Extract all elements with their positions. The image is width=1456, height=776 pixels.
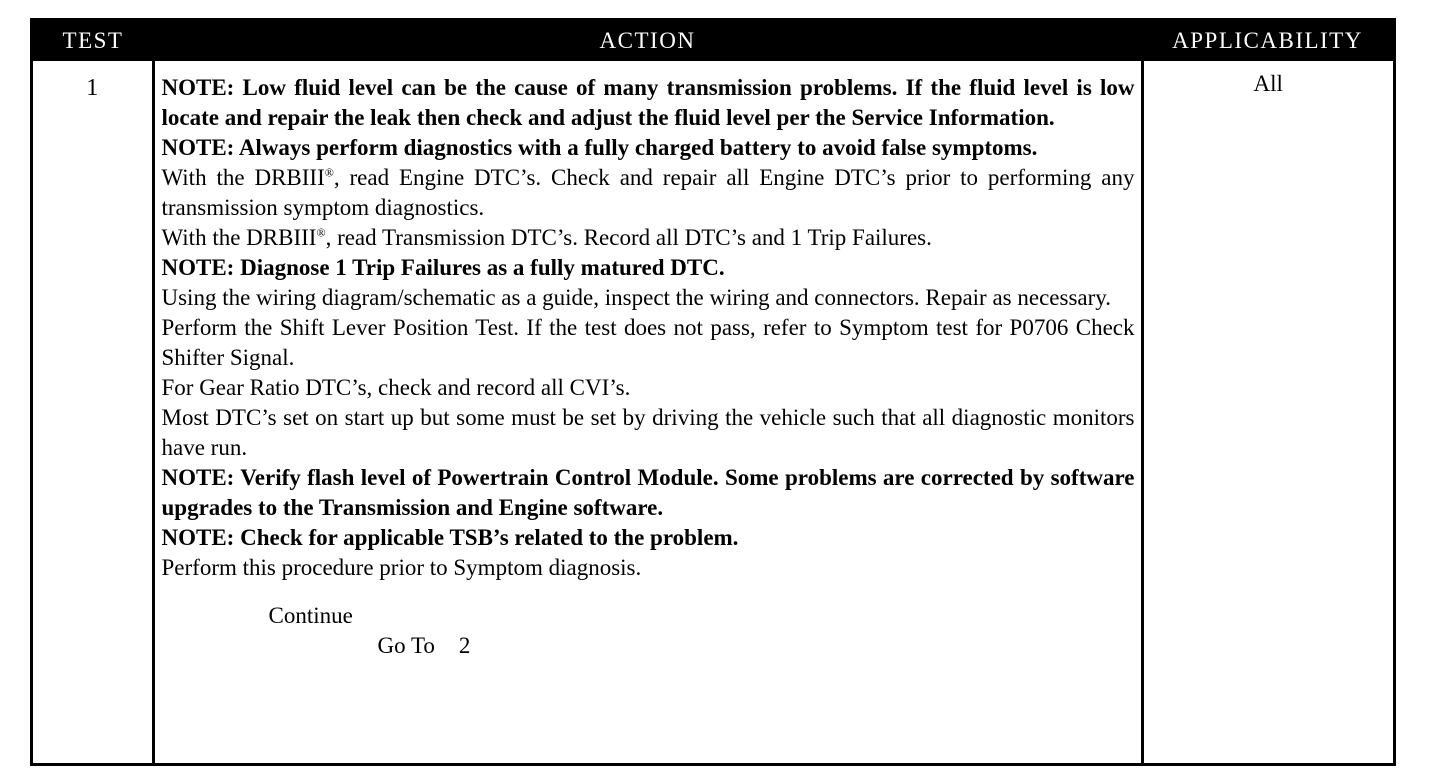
step-perform-procedure: Perform this procedure prior to Symptom diagnosis. (161, 555, 642, 580)
table-row (33, 61, 1393, 763)
table-header-row (33, 21, 1393, 61)
step-text: , read Engine DTC’s. Check and repair all Engine DTC’s prior to performing any transmission symptom diagnostics. (161, 165, 1135, 220)
step-inspect-wiring: Using the wiring diagram/schematic as a guide, inspect the wiring and connectors. Repair as necessary. (161, 285, 1112, 310)
step-text: , read Transmission DTC’s. Record all DTC’s and 1 Trip Failures. (325, 225, 932, 250)
note-low-fluid: NOTE: Low fluid level can be the cause of many transmission problems. If the fluid level is low locate and repair the leak then check and adjust the fluid level per the Service Information. (161, 75, 1135, 130)
step-gear-ratio: For Gear Ratio DTC’s, check and record all CVI’s. (161, 375, 631, 400)
test-table (33, 21, 1393, 763)
step-text: With the DRBIII (161, 225, 317, 250)
diagnostic-test-table (30, 18, 1396, 766)
step-dtc-set: Most DTC’s set on start up but some must be set by driving the vehicle such that all diagnostic monitors have run. (161, 405, 1135, 460)
registered-mark: ® (324, 165, 334, 180)
test-number: 1 (33, 61, 153, 763)
goto-target: 2 (458, 633, 471, 658)
action-cell (153, 61, 1142, 763)
step-read-transmission-dtcs (162, 223, 1135, 253)
goto-link[interactable] (162, 631, 1135, 661)
step-text: With the DRBIII (161, 165, 325, 190)
header-action: ACTION (153, 21, 1142, 61)
note-flash-level: NOTE: Verify flash level of Powertrain Control Module. Some problems are corrected by software upgrades to the Transmission and Engine software. (161, 465, 1135, 520)
note-battery: NOTE: Always perform diagnostics with a fully charged battery to avoid false symptoms. (161, 135, 1038, 160)
note-trip-failures: NOTE: Diagnose 1 Trip Failures as a fully matured DTC. (161, 255, 725, 280)
step-shift-lever-test: Perform the Shift Lever Position Test. If the test does not pass, refer to Symptom test for P0706 Check Shifter Signal. (161, 315, 1135, 370)
step-read-engine-dtcs (162, 163, 1135, 223)
header-applicability: APPLICABILITY (1142, 21, 1393, 61)
registered-mark: ® (316, 225, 326, 240)
header-test: TEST (33, 21, 153, 61)
continue-label: Continue (268, 603, 353, 628)
note-tsb: NOTE: Check for applicable TSB’s related to the problem. (161, 525, 739, 550)
applicability-value: All (1253, 71, 1283, 96)
goto-label: Go To (377, 633, 435, 658)
